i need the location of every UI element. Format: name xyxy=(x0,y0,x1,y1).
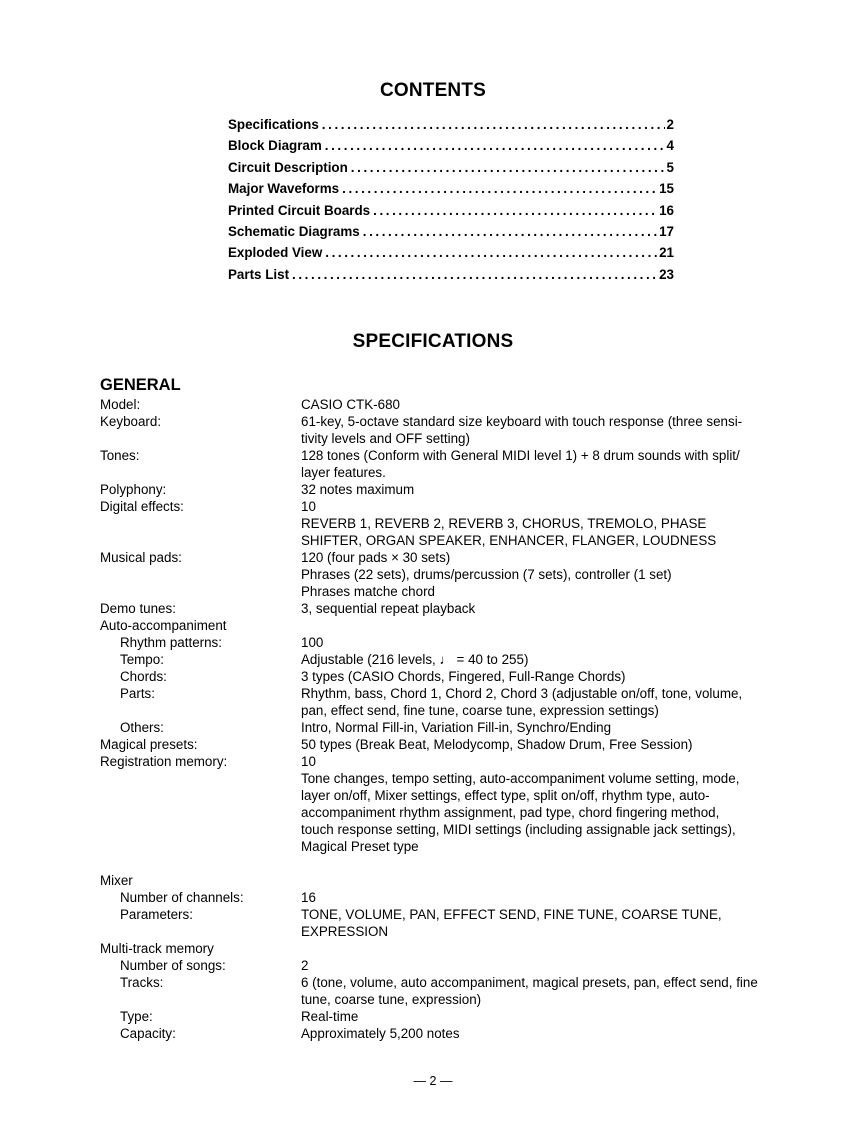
spec-row xyxy=(100,753,780,855)
spec-value-line: Rhythm, bass, Chord 1, Chord 2, Chord 3 (adjustable on/off, tone, volume, xyxy=(301,686,743,701)
spec-row xyxy=(100,889,780,906)
spec-value-line: 10 xyxy=(301,499,316,514)
spec-value-line: SHIFTER, ORGAN SPEAKER, ENHANCER, FLANGER, LOUDNESS xyxy=(301,533,717,548)
spec-label: Digital effects: xyxy=(100,499,184,514)
toc-entry-page: 5 xyxy=(666,159,674,175)
toc-dot-leader xyxy=(373,203,657,218)
spec-value-line: 3, sequential repeat playback xyxy=(301,601,476,616)
spec-label: Type: xyxy=(120,1009,153,1024)
spec-value xyxy=(301,634,767,651)
spec-value-line: Real-time xyxy=(301,1009,359,1024)
spec-value-line: tivity levels and OFF setting) xyxy=(301,431,470,446)
spec-value xyxy=(301,719,767,736)
spec-label: Keyboard: xyxy=(100,414,162,429)
spec-label: Polyphony: xyxy=(100,482,167,497)
toc-dot-leader xyxy=(292,267,657,282)
toc-entry-label: Printed Circuit Boards xyxy=(228,202,371,218)
spec-value xyxy=(301,872,767,889)
toc-entry-page: 17 xyxy=(659,223,674,239)
spec-row xyxy=(100,736,780,753)
toc-entry-page: 4 xyxy=(666,138,674,154)
spec-row xyxy=(100,634,780,651)
spec-row xyxy=(100,668,780,685)
toc-entry-page: 2 xyxy=(666,117,674,132)
spec-value-line: 32 notes maximum xyxy=(301,482,415,497)
spec-row xyxy=(100,1008,780,1025)
spec-value xyxy=(301,396,767,413)
spec-value xyxy=(301,498,767,549)
spec-value xyxy=(301,736,767,753)
spec-label: Magical presets: xyxy=(100,737,198,752)
spec-row xyxy=(100,617,780,634)
spec-value-line: Intro, Normal Fill-in, Variation Fill-in, Synchro/Ending xyxy=(301,720,612,735)
toc-dot-leader xyxy=(322,117,665,132)
spec-row xyxy=(100,651,780,668)
toc-dot-leader xyxy=(363,224,657,239)
spec-value xyxy=(301,1025,767,1042)
spec-row xyxy=(100,940,780,957)
spec-value xyxy=(301,668,767,685)
toc-entry-label: Major Waveforms xyxy=(228,181,340,197)
spec-value-line: CASIO CTK-680 xyxy=(301,397,400,412)
toc-entry-label: Parts List xyxy=(228,266,290,282)
spec-label: Rhythm patterns: xyxy=(120,635,222,650)
spec-value xyxy=(301,1008,767,1025)
toc-dot-leader xyxy=(342,181,657,196)
spec-value-line: 16 xyxy=(301,890,316,905)
spec-value xyxy=(301,753,767,855)
spec-value xyxy=(301,481,767,498)
spec-row xyxy=(100,498,780,549)
spec-value-line: 3 types (CASIO Chords, Fingered, Full-Range Chords) xyxy=(301,669,626,684)
spec-value xyxy=(301,685,767,719)
spec-value xyxy=(301,447,767,481)
toc-entry-page: 23 xyxy=(659,266,674,282)
spec-label: Capacity: xyxy=(120,1026,176,1041)
spec-value-line: TONE, VOLUME, PAN, EFFECT SEND, FINE TUNE, COARSE TUNE, xyxy=(301,907,722,922)
spec-label: Others: xyxy=(120,720,164,735)
spec-value xyxy=(301,906,767,940)
spec-value-line: 61-key, 5-octave standard size keyboard with touch response (three sensi- xyxy=(301,414,743,429)
spec-label xyxy=(100,855,301,872)
spec-label: Mixer xyxy=(100,873,133,888)
spec-value xyxy=(301,413,767,447)
toc-entry-label: Schematic Diagrams xyxy=(228,223,360,239)
spec-label: Tempo: xyxy=(120,652,164,667)
spec-value-line: Tone changes, tempo setting, auto-accompaniment volume setting, mode, xyxy=(301,771,740,786)
spec-value-line: 120 (four pads × 30 sets) xyxy=(301,550,451,565)
spec-value-line: Phrases matche chord xyxy=(301,584,435,599)
spec-value-line: 50 types (Break Beat, Melodycomp, Shadow Drum, Free Session) xyxy=(301,737,693,752)
toc-entry[interactable] xyxy=(228,245,674,266)
toc-entry[interactable] xyxy=(228,138,674,159)
spec-row xyxy=(100,600,780,617)
spec-row xyxy=(100,872,780,889)
toc-entry[interactable] xyxy=(228,267,674,288)
spec-row xyxy=(100,549,780,600)
spec-value xyxy=(301,855,767,872)
spec-value-line: REVERB 1, REVERB 2, REVERB 3, CHORUS, TREMOLO, PHASE xyxy=(301,516,707,531)
toc-entry-label: Circuit Description xyxy=(228,159,348,175)
spec-value xyxy=(301,617,767,634)
spec-value-line: Phrases (22 sets), drums/percussion (7 sets), controller (1 set) xyxy=(301,567,672,582)
spec-label: Tones: xyxy=(100,448,140,463)
spec-label: Multi-track memory xyxy=(100,941,214,956)
spec-label: Musical pads: xyxy=(100,550,182,565)
spec-value-line: Magical Preset type xyxy=(301,839,419,854)
spec-row xyxy=(100,396,780,413)
spec-value xyxy=(301,974,767,1008)
toc-entry-label: Exploded View xyxy=(228,245,323,261)
spec-value-line: layer on/off, Mixer settings, effect type, split on/off, rhythm type, auto- xyxy=(301,788,710,803)
page-number: — 2 — xyxy=(413,1074,453,1088)
table-of-contents xyxy=(228,117,674,288)
spec-label: Parts: xyxy=(120,686,155,701)
spec-row xyxy=(100,974,780,1008)
toc-entry[interactable] xyxy=(228,224,674,245)
spec-row xyxy=(100,719,780,736)
spec-label: Number of songs: xyxy=(120,958,226,973)
spec-label: Chords: xyxy=(120,669,167,684)
spec-row xyxy=(100,1025,780,1042)
spec-value-line: tune, coarse tune, expression) xyxy=(301,992,482,1007)
spec-value-line: layer features. xyxy=(301,465,386,480)
spec-value-line: 100 xyxy=(301,635,324,650)
general-heading: GENERAL xyxy=(100,376,181,394)
toc-entry[interactable] xyxy=(228,160,674,181)
spec-label: Tracks: xyxy=(120,975,164,990)
spec-label: Number of channels: xyxy=(120,890,244,905)
spec-value-line: pan, effect send, fine tune, coarse tune, expression settings) xyxy=(301,703,659,718)
spec-value-line: accompaniment rhythm assignment, pad type, chord fingering method, xyxy=(301,805,720,820)
toc-dot-leader xyxy=(325,138,665,153)
contents-title: CONTENTS xyxy=(379,80,487,101)
spec-row xyxy=(100,413,780,447)
toc-entry[interactable] xyxy=(228,181,674,202)
spec-value-line: touch response setting, MIDI settings (including assignable jack settings), xyxy=(301,822,736,837)
specifications-list xyxy=(100,396,780,1042)
spec-value-line: Approximately 5,200 notes xyxy=(301,1026,460,1041)
spec-value-line: EXPRESSION xyxy=(301,924,389,939)
spec-label: Model: xyxy=(100,397,141,412)
spec-value xyxy=(301,957,767,974)
toc-entry[interactable] xyxy=(228,117,674,138)
toc-entry-page: 16 xyxy=(659,202,674,218)
spec-value xyxy=(301,940,767,957)
spec-label: Registration memory: xyxy=(100,754,228,769)
spec-row xyxy=(100,685,780,719)
spec-label: Parameters: xyxy=(120,907,193,922)
spec-label: Demo tunes: xyxy=(100,601,176,616)
spec-value xyxy=(301,889,767,906)
specifications-title: SPECIFICATIONS xyxy=(352,331,514,352)
spec-value xyxy=(301,600,767,617)
toc-dot-leader xyxy=(325,245,657,260)
toc-entry[interactable] xyxy=(228,203,674,224)
spec-value-line: 128 tones (Conform with General MIDI level 1) + 8 drum sounds with split/ xyxy=(301,448,740,463)
toc-dot-leader xyxy=(351,160,665,175)
spec-value-line: Adjustable (216 levels, ♩ = 40 to 255) xyxy=(301,652,529,667)
spec-row xyxy=(100,957,780,974)
spec-row xyxy=(100,447,780,481)
spec-value xyxy=(301,549,767,600)
toc-entry-page: 21 xyxy=(659,245,674,261)
spec-row xyxy=(100,481,780,498)
spec-value-line: 10 xyxy=(301,754,316,769)
toc-entry-label: Block Diagram xyxy=(228,138,322,154)
spec-value xyxy=(301,651,767,668)
spec-row xyxy=(100,855,780,872)
spec-value-line xyxy=(301,855,767,872)
spec-row xyxy=(100,906,780,940)
toc-entry-page: 15 xyxy=(659,181,674,197)
toc-entry-label: Specifications xyxy=(228,117,319,132)
spec-value-line: 6 (tone, volume, auto accompaniment, magical presets, pan, effect send, fine xyxy=(301,975,758,990)
spec-value-line: 2 xyxy=(301,958,309,973)
spec-label: Auto-accompaniment xyxy=(100,618,227,633)
